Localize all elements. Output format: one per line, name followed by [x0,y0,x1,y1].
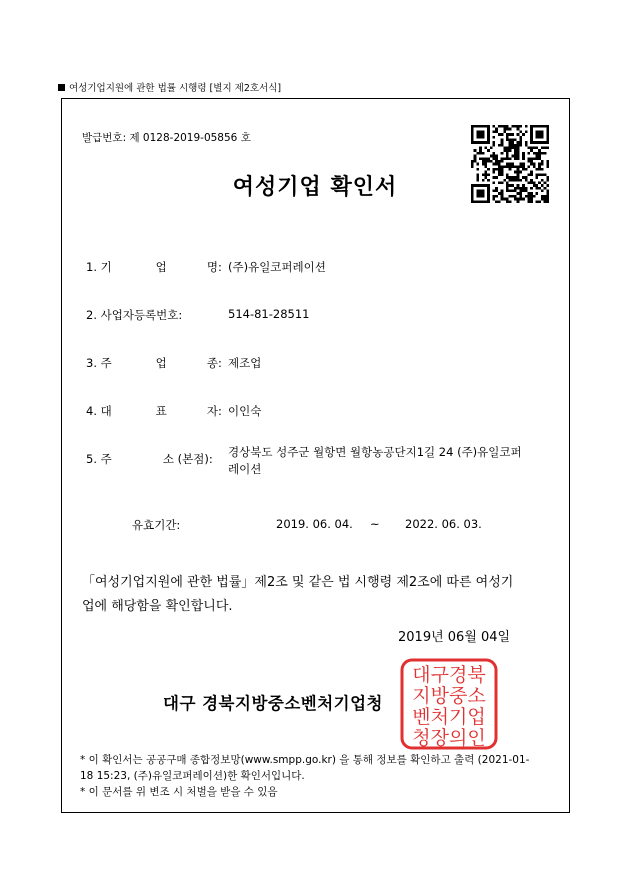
form-reference-text: 여성기업지원에 관한 법률 시행령 [별지 제2호서식] [69,83,282,94]
square-bullet-icon [58,84,65,91]
issue-number: 발급번호: 제 0128-2019-05856 호 [82,132,251,144]
row-value-business-number: 514-81-28511 [228,307,310,321]
note-1: * 이 확인서는 공공구매 종합정보망(www.smpp.go.kr) 을 통해 정보를 확인하고 출력 (2021-01-18 15:23, (주)유일코퍼레이션)한 확인서입니다. [80,754,530,782]
official-seal-icon [400,658,498,750]
seal-text-group [412,664,485,749]
row-label-company: 1. 기 업 명: [86,260,222,274]
validity-end: 2022. 06. 03. [405,517,482,531]
row-label-address: 5. 주 소 (본점): [86,452,213,466]
note-2: * 이 문서를 위 변조 시 처벌을 받을 수 있음 [80,786,278,798]
issuing-agency: 대구 경북지방중소벤처기업청 [163,694,383,713]
seal-line-2: 지방중소 [412,685,486,707]
row-label-representative: 4. 대 표 자: [86,404,222,418]
row-label-business-number: 2. 사업자등록번호: [86,308,183,322]
seal-line-3: 벤처기업 [412,706,486,728]
validity-start: 2019. 06. 04. [276,517,353,531]
document-title: 여성기업 확인서 [232,175,398,200]
notes [80,752,530,800]
issue-date: 2019년 06월 04일 [398,630,511,645]
seal-line-4: 청장의인 [412,727,486,749]
row-label-business-type: 3. 주 업 종: [86,356,222,370]
row-value-address: 경상북도 성주군 월항면 월항농공단지1길 24 (주)유일코퍼레이션 [228,445,522,476]
row-value-business-type: 제조업 [228,356,262,370]
validity-tilde: ~ [370,517,380,531]
confirmation-text: 「여성기업지원에 관한 법률」제2조 및 같은 법 시행령 제2조에 따른 여성기업에 해당함을 확인합니다. [82,575,514,614]
row-value-company: (주)유일코퍼레이션 [228,260,326,274]
validity-label: 유효기간: [132,518,181,532]
seal-line-1: 대구경북 [412,664,486,686]
form-reference [58,80,281,94]
row-value-representative: 이인숙 [228,404,262,418]
